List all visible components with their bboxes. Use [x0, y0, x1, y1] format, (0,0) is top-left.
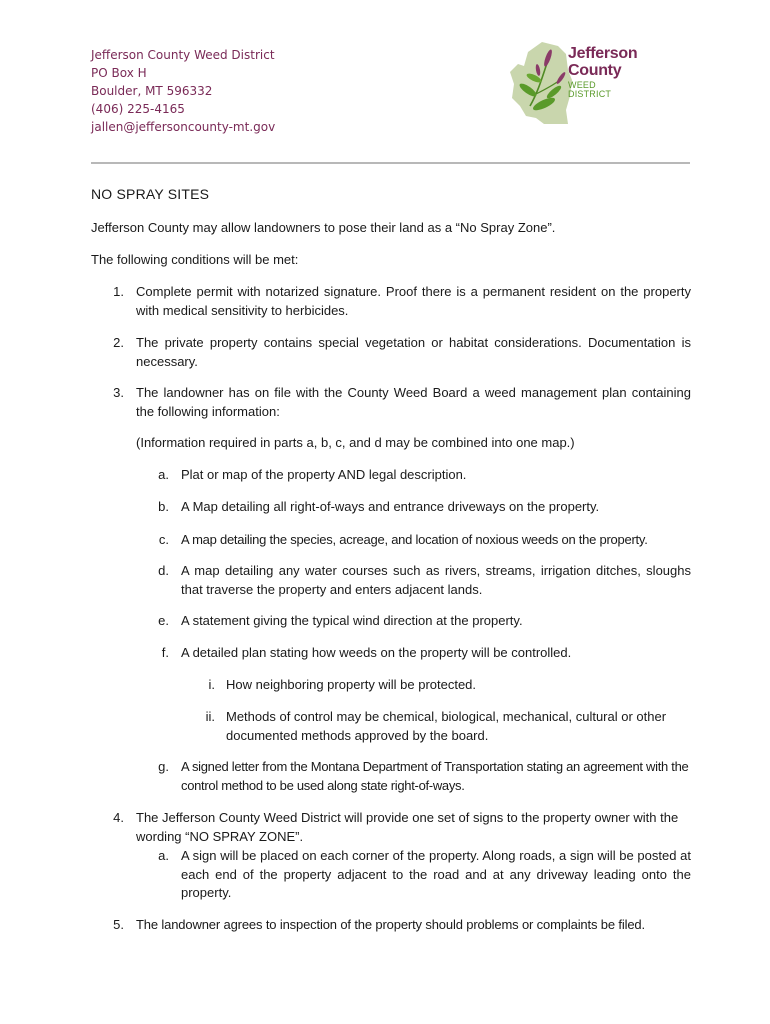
address-line: (406) 225-4165	[91, 102, 185, 116]
logo-line: DISTRICT	[568, 89, 612, 99]
sub-sub-item: Methods of control may be chemical, biological, mechanical, cultural or other documented methods approved by the board.	[226, 709, 667, 743]
intro-paragraph: Jefferson County may allow landowners to pose their land as a “No Spray Zone”.	[91, 220, 556, 235]
sub-label: c.	[158, 532, 169, 547]
list-number: 1.	[113, 284, 124, 299]
sub-item: A signed letter from the Montana Department of Transportation stating an agreement with the control method to be used along state right-of-ways.	[181, 759, 689, 793]
list-number: 2.	[113, 335, 124, 350]
address-line: Jefferson County Weed District	[91, 48, 275, 62]
sub-sub-item: How neighboring property will be protected.	[226, 677, 477, 692]
sub-sub-label: i.	[208, 677, 215, 692]
sub-label: a.	[158, 848, 169, 863]
sub-label: f.	[161, 645, 169, 660]
page-title: NO SPRAY SITES	[91, 186, 210, 202]
return-address	[91, 46, 275, 136]
sub-item: A Map detailing all right-of-ways and entrance driveways on the property.	[181, 499, 600, 514]
sub-sub-label: ii.	[205, 709, 215, 724]
list-item: The landowner has on file with the County Weed Board a weed management plan containing the following information:	[136, 385, 691, 419]
address-line: PO Box H	[91, 66, 147, 80]
sub-item: A detailed plan stating how weeds on the property will be controlled.	[181, 645, 572, 660]
conditions-lead: The following conditions will be met:	[91, 252, 299, 267]
sub-label: e.	[158, 613, 169, 628]
logo-line: Jefferson	[568, 45, 638, 62]
header-divider	[91, 162, 690, 164]
sub-label: d.	[158, 563, 169, 578]
list-number: 5.	[113, 917, 124, 932]
sub-label: g.	[158, 759, 169, 774]
sub-item: A map detailing any water courses such as rivers, streams, irrigation ditches, sloughs that traverse the property and enters adjacent lands.	[181, 563, 691, 597]
list-item: The private property contains special vegetation or habitat considerations. Documentation is necessary.	[136, 335, 691, 369]
sub-label: a.	[158, 467, 169, 482]
sub-label: b.	[158, 499, 169, 514]
logo-wordmark	[568, 46, 637, 99]
address-email: jallen@jeffersoncounty-mt.gov	[91, 120, 276, 134]
list-item: The landowner agrees to inspection of the property should problems or complaints be filed.	[136, 917, 645, 932]
sub-item: A statement giving the typical wind direction at the property.	[181, 613, 523, 628]
sub-item: A sign will be placed on each corner of the property. Along roads, a sign will be posted at each end of the property adjacent to the road and at any driveway leading onto the property.	[181, 848, 691, 900]
item-note: (Information required in parts a, b, c, and d may be combined into one map.)	[136, 435, 575, 450]
list-item: The Jefferson County Weed District will provide one set of signs to the property owner with the wording “NO SPRAY ZONE”.	[136, 810, 679, 844]
sub-item: A map detailing the species, acreage, and location of noxious weeds on the property.	[181, 532, 648, 547]
list-number: 3.	[113, 385, 124, 400]
list-number: 4.	[113, 810, 124, 825]
logo-line: WEED	[568, 80, 596, 90]
logo-line: County	[568, 62, 622, 79]
sub-item: Plat or map of the property AND legal description.	[181, 467, 467, 482]
address-line: Boulder, MT 596332	[91, 84, 213, 98]
list-item: Complete permit with notarized signature. Proof there is a permanent resident on the property with medical sensitivity to herbicides.	[136, 284, 691, 318]
